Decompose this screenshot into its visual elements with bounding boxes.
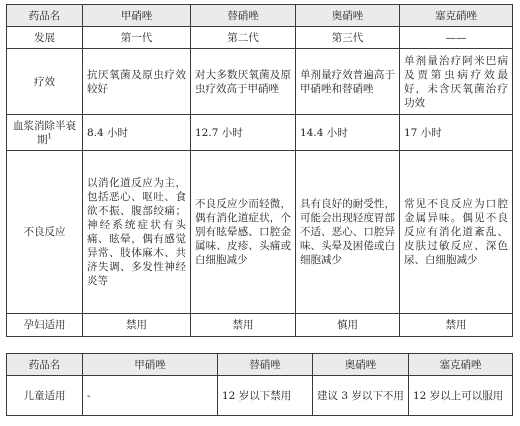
development-cell-ornidazole: 第三代 [296, 27, 400, 49]
adverse-cell-tinidazole: 不良反应少而轻微，偶有消化道症状，个别有眩晕感、口腔金属味、皮疹、头痛或白细胞减少 [191, 151, 296, 314]
child-header-row [7, 354, 513, 376]
children-cell-metronidazole: - [83, 376, 218, 416]
table-row-adverse-reactions [7, 151, 513, 314]
row-label-development: 发展 [7, 27, 83, 49]
efficacy-cell-metronidazole: 抗厌氧菌及原虫疗效较好 [83, 49, 191, 115]
table-row-children [7, 376, 513, 416]
half-life-cell-ornidazole: 14.4 小时 [296, 115, 400, 151]
adverse-cell-metronidazole: 以消化道反应为主，包括恶心、呕吐、食欲不振、腹部绞痛；神经系统症状有头痛、眩晕，偶有感觉异常、肢体麻木、共济失调、多发性神经炎等 [83, 151, 191, 314]
efficacy-cell-tinidazole: 对大多数厌氧菌及原虫疗效高于甲硝唑 [191, 49, 296, 115]
child-header-cell-tinidazole: 替硝唑 [218, 354, 313, 376]
children-cell-ornidazole: 建议 3 岁以下不用 [313, 376, 409, 416]
row-label-pregnancy: 孕妇适用 [7, 314, 83, 337]
table-row-half-life [7, 115, 513, 151]
row-label-efficacy: 疗效 [7, 49, 83, 115]
child-header-cell-metronidazole: 甲硝唑 [83, 354, 218, 376]
header-cell-ornidazole: 奥硝唑 [296, 5, 400, 27]
pregnancy-cell-tinidazole: 禁用 [191, 314, 296, 337]
half-life-cell-metronidazole: 8.4 小时 [83, 115, 191, 151]
drug-comparison-table [6, 4, 513, 337]
half-life-cell-secnidazole: 17 小时 [400, 115, 513, 151]
pregnancy-cell-metronidazole: 禁用 [83, 314, 191, 337]
row-label-adverse-reactions: 不良反应 [7, 151, 83, 314]
header-cell-metronidazole: 甲硝唑 [83, 5, 191, 27]
children-cell-tinidazole: 12 岁以下禁用 [218, 376, 313, 416]
adverse-cell-secnidazole: 常见不良反应为口腔金属异味。偶见不良反应有消化道紊乱、皮肤过敏反应、深色尿、白细胞减少 [400, 151, 513, 314]
children-cell-secnidazole: 12 岁以上可以服用 [409, 376, 513, 416]
child-header-cell-ornidazole: 奥硝唑 [313, 354, 409, 376]
half-life-cell-tinidazole: 12.7 小时 [191, 115, 296, 151]
pregnancy-cell-ornidazole: 慎用 [296, 314, 400, 337]
pregnancy-cell-secnidazole: 禁用 [400, 314, 513, 337]
development-cell-tinidazole: 第二代 [191, 27, 296, 49]
footnote-marker: 1 [47, 132, 52, 140]
table-row-development [7, 27, 513, 49]
adverse-cell-ornidazole: 具有良好的耐受性，可能会出现轻度胃部不适、恶心、口腔异味、头晕及困倦或白细胞减少 [296, 151, 400, 314]
header-row [7, 5, 513, 27]
table-row-efficacy [7, 49, 513, 115]
efficacy-cell-secnidazole: 单剂量治疗阿米巴病及贾第虫病疗效最好，未含厌氧菌治疗功效 [400, 49, 513, 115]
row-label-half-life [7, 115, 83, 151]
development-cell-metronidazole: 第一代 [83, 27, 191, 49]
header-cell-tinidazole: 替硝唑 [191, 5, 296, 27]
header-cell-secnidazole: 塞克硝唑 [400, 5, 513, 27]
child-header-cell-secnidazole: 塞克硝唑 [409, 354, 513, 376]
child-use-table [6, 353, 513, 416]
table-row-pregnancy [7, 314, 513, 337]
child-header-cell-drug-name: 药品名 [7, 354, 83, 376]
half-life-label-text: 血浆消除半衰期 [13, 119, 76, 146]
header-cell-drug-name: 药品名 [7, 5, 83, 27]
row-label-children: 儿童适用 [7, 376, 83, 416]
development-cell-secnidazole: —— [400, 27, 513, 49]
efficacy-cell-ornidazole: 单剂量疗效普遍高于甲硝唑和替硝唑 [296, 49, 400, 115]
